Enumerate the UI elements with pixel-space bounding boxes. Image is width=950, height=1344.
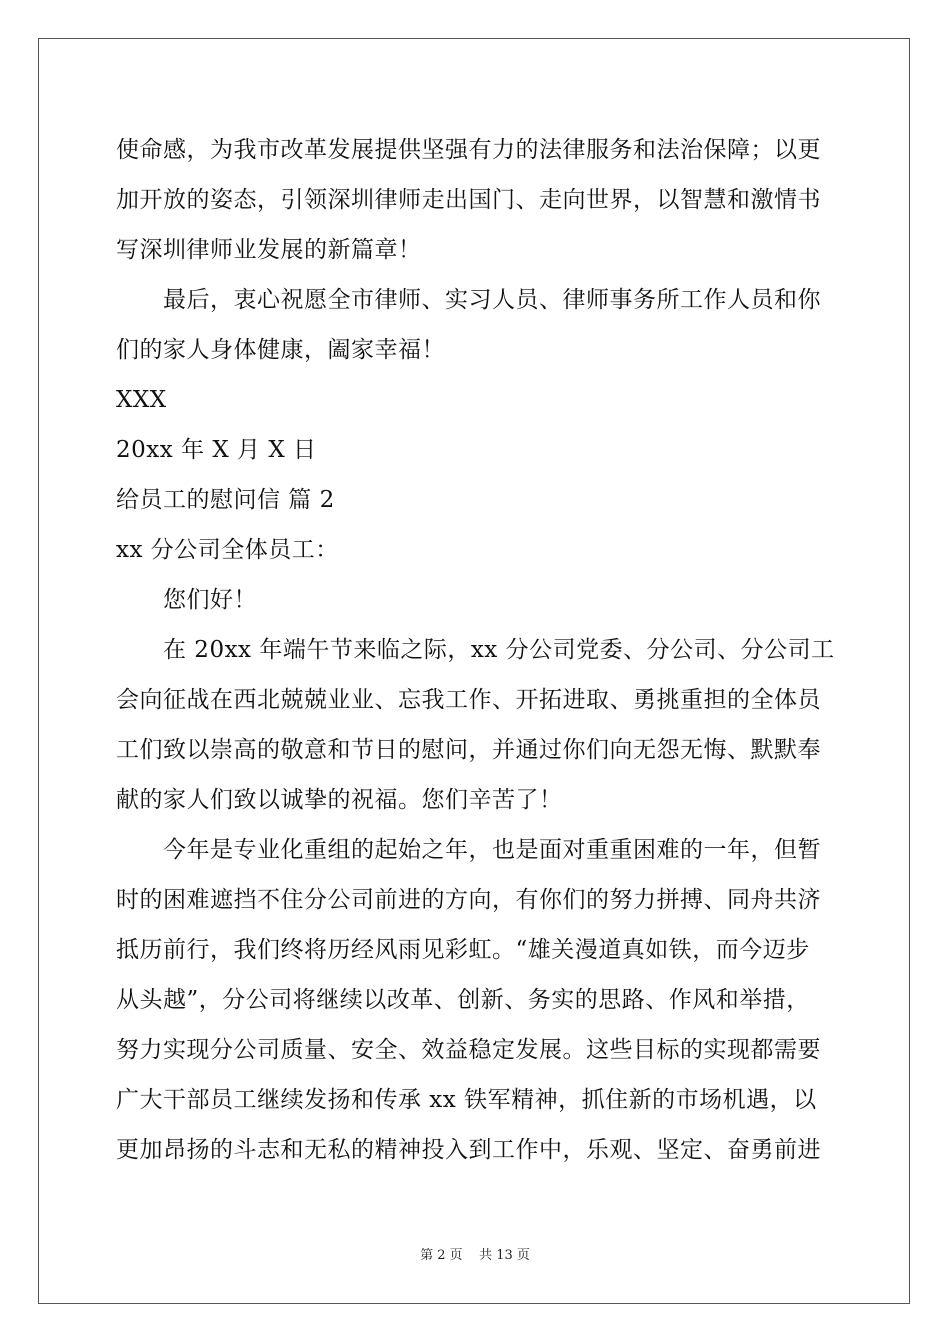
- text-line: 写深圳律师业发展的新篇章！: [116, 237, 422, 263]
- text-line: 在 20xx 年端午节来临之际，xx 分公司党委、分公司、分公司工: [163, 637, 835, 663]
- salutation: xx 分公司全体员工：: [116, 537, 339, 563]
- text-line: 加开放的姿态，引领深圳律师走出国门、走向世界，以智慧和激情书: [116, 187, 821, 213]
- text-line: 献的家人们致以诚挚的祝福。您们辛苦了！: [116, 787, 563, 813]
- text-line: 工们致以崇高的敬意和节日的慰问，并通过你们向无怨无悔、默默奉: [116, 737, 821, 763]
- text-line: 今年是专业化重组的起始之年，也是面对重重困难的一年，但暂: [163, 837, 821, 863]
- page-number-footer: 第 2 页 共 13 页: [420, 1248, 530, 1263]
- text-line: 们的家人身体健康，阖家幸福！: [116, 337, 445, 363]
- text-line: 广大干部员工继续发扬和传承 xx 铁军精神，抓住新的市场机遇，以: [116, 1087, 817, 1113]
- text-line: 从头越”，分公司将继续以改革、创新、务实的思路、作风和举措，: [116, 987, 810, 1013]
- text-line: 使命感，为我市改革发展提供坚强有力的法律服务和法治保障；以更: [116, 137, 821, 163]
- text-line: 努力实现分公司质量、安全、效益稳定发展。这些目标的实现都需要: [116, 1037, 821, 1063]
- signature: XXX: [116, 387, 167, 413]
- text-line: 会向征战在西北兢兢业业、忘我工作、开拓进取、勇挑重担的全体员: [116, 687, 821, 713]
- text-line: 抵历前行，我们终将历经风雨见彩虹。“雄关漫道真如铁，而今迈步: [116, 937, 810, 963]
- text-line: 时的困难遮挡不住分公司前进的方向，有你们的努力拼搏、同舟共济: [116, 887, 821, 913]
- section-heading: 给员工的慰问信 篇 2: [116, 487, 335, 513]
- date-line: 20xx 年 X 月 X 日: [116, 437, 317, 463]
- greeting: 您们好！: [163, 587, 257, 613]
- text-line: 更加昂扬的斗志和无私的精神投入到工作中，乐观、坚定、奋勇前进: [116, 1137, 821, 1163]
- text-line: 最后，衷心祝愿全市律师、实习人员、律师事务所工作人员和你: [163, 287, 821, 313]
